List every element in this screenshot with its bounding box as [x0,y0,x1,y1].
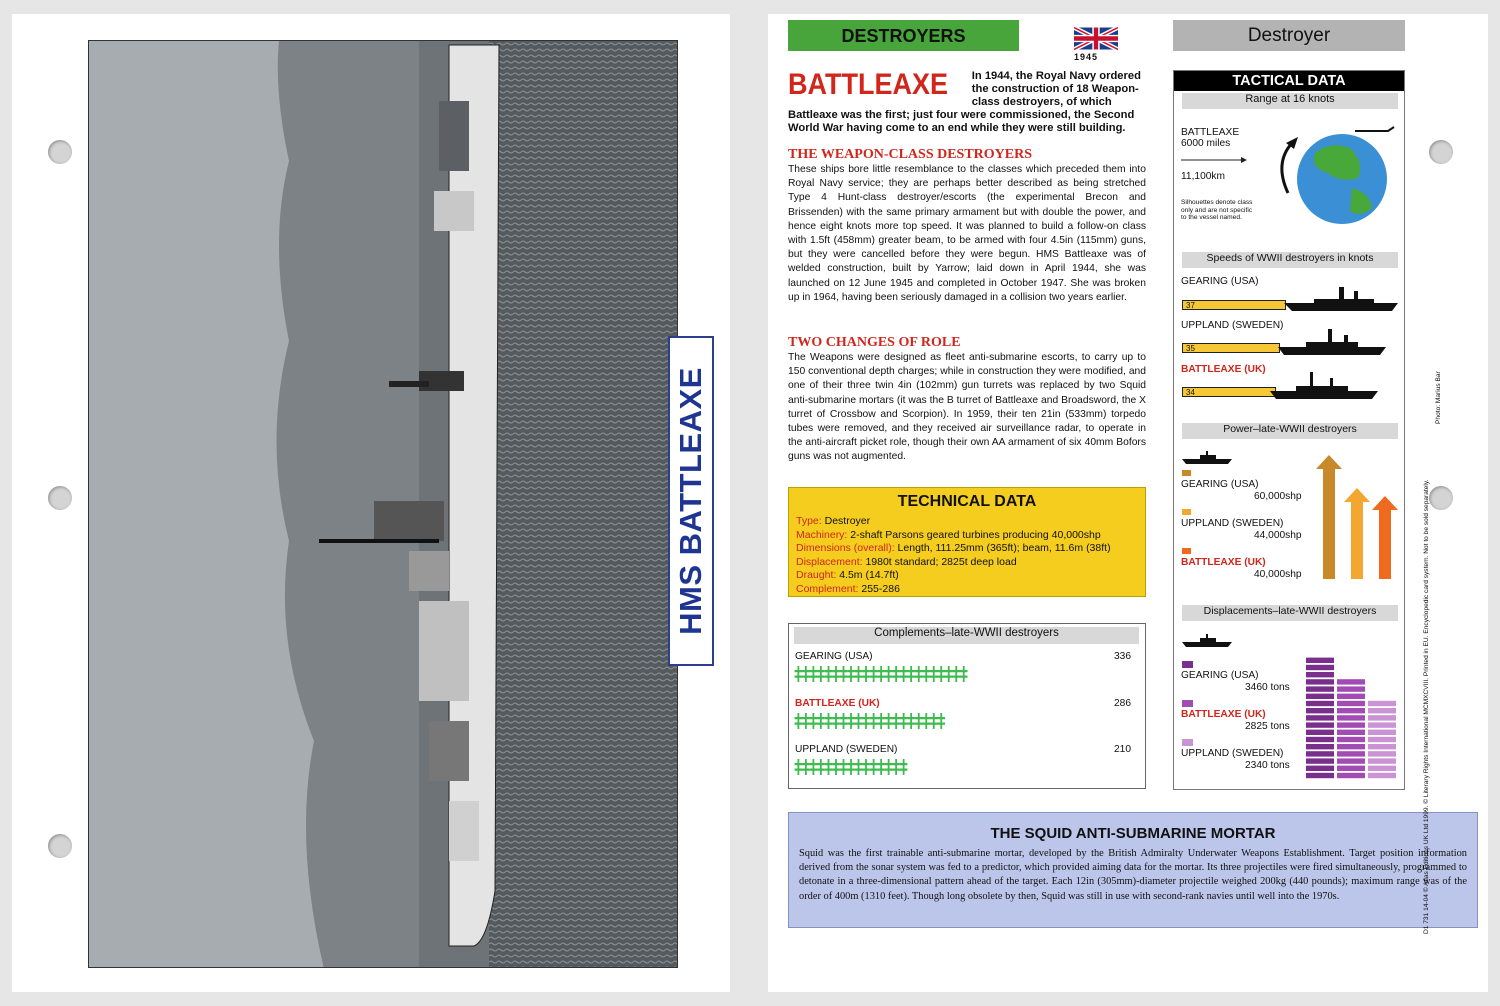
displacement-block [1368,701,1396,706]
speed-label-gearing: GEARING (USA) [1181,276,1259,287]
speed-label-battleaxe: BATTLEAXE (UK) [1181,364,1266,375]
displacement-block [1337,730,1365,735]
ship-silhouette-uppland [1278,325,1386,355]
squid-text: Squid was the first trainable anti-submarine mortar, developed by the British Admiralty Underwater Weapons Establishment. Target position information derived from the sonar system was fed to a predictor, which provided aiming data for the mortar. Its three projectiles were fired simultaneously, programmed to detonate in a three-dimensional pattern ahead of the target. Each 12in (305mm)-diameter projectile weighed 200kg (440 pounds); maximum range was of the order of 400m (1310 feet). Though long obsolete by then, Squid was still in use with second-rank navies until well into the 1970s. [799,848,1467,902]
complement-label-uppland: UPPLAND (SWEDEN) [795,744,898,755]
complements-chart [788,623,1146,789]
power-arrow-2 [1372,496,1398,579]
range-label: BATTLEAXE 6000 miles [1181,127,1240,149]
section-heading: TWO CHANGES OF ROLE [788,335,961,350]
complement-label-gearing: GEARING (USA) [795,651,873,662]
power-swatch-uppland [1182,509,1191,515]
intro-text: In 1944, the Royal Navy ordered the construction of 18 Weapon-class destroyers, of which Battleaxe was the first; just four were commissioned, the Second World War having come to an end while they were still building. [788,70,1141,134]
complements-title: Complements–late-WWII destroyers [794,627,1139,644]
crew-figures-gearing: ǂǂǂǂǂǂǂǂǂǂǂǂǂǂǂǂǂǂǂǂǂǂǂ [794,662,967,687]
displacement-bars-chart [1304,656,1398,782]
binder-hole [48,140,72,164]
binder-hole [48,834,72,858]
displacement-block [1306,722,1334,727]
section-heading: THE WEAPON-CLASS DESTROYERS [788,147,1033,162]
displacement-block [1337,744,1365,749]
type-header: Destroyer [1173,20,1405,51]
side-credits [1423,434,1433,934]
complement-value-gearing: 336 [1114,651,1131,662]
speed-label-uppland: UPPLAND (SWEDEN) [1181,320,1284,331]
disp-swatch-uppland [1182,739,1193,746]
ship-name-label: HMS BATTLEAXE [668,336,714,666]
technical-data-box: TECHNICAL DATA Type: Destroyer Machinery: 2-shaft Parsons geared turbines producing 40,000shp Dimensions (overall): Length, 111.25mm (365ft); beam, 11.6m (38ft) Displacement: 1980t standard; 2825t deep load Draught: 4.5m (14.7ft) Complement: 255-286 [788,487,1146,597]
speeds-title: Speeds of WWII destroyers in knots [1182,252,1398,268]
displacement-block [1368,715,1396,720]
disp-value-uppland: 2340 tons [1245,760,1290,771]
tactical-data-panel [1173,70,1405,790]
displacement-block [1306,701,1334,706]
range-title: Range at 16 knots [1182,93,1398,109]
power-title: Power–late-WWII destroyers [1182,423,1398,439]
displacement-title: Displacements–late-WWII destroyers [1182,605,1398,621]
displacement-block [1306,766,1334,771]
displacement-block [1306,672,1334,677]
speed-bar-gearing: 37 [1182,300,1286,310]
copyright-text: D1 731 14-04 © Atlas Editions UK Ltd 1999. © Literary Rights International MCMXCVIII. Printed in EU. Encyclopedic card system. Not to be sold separately. [1423,479,1430,934]
data-card [768,14,1488,992]
section-body: These ships bore little resemblance to the classes which preceded them into Royal Navy service; they are perhaps better described as being stretched Type 4 Hunt-class destroyer/escorts (the experimental Brecon and Brissenden) with the same primary armament but with double the power, and hence eight knots more top speed. It was planned to build a follow-on class with 1.5ft (458mm) greater beam, to be armed with four 4.5in (115mm) guns, but they were cancelled before they were begun. HMS Battleaxe was of welded construction, built by Yarrow; laid down in April 1944, she was launched on 12 June 1945 and completed in October 1947. She was broken up in 1964, having been seriously damaged in a collision two years earlier. [788,164,1146,303]
displacement-block [1306,758,1334,763]
power-label-uppland: UPPLAND (SWEDEN) [1181,518,1284,529]
binder-hole [1429,140,1453,164]
displacement-block [1306,665,1334,670]
displacement-block [1306,773,1334,778]
disp-swatch-gearing [1182,661,1193,668]
displacement-block [1306,708,1334,713]
binder-hole [48,486,72,510]
displacement-block [1337,679,1365,684]
ship-silhouette-small [1182,451,1232,465]
power-label-gearing: GEARING (USA) [1181,479,1259,490]
range-arrow-icon [1181,155,1251,165]
power-arrows-chart [1314,451,1398,581]
union-flag-icon [1074,26,1118,51]
displacement-block [1306,737,1334,742]
displacement-block [1306,658,1334,663]
displacement-block [1368,708,1396,713]
speed-bar-uppland: 35 [1182,343,1280,353]
ship-silhouette-small [1182,634,1232,648]
disp-value-battleaxe: 2825 tons [1245,721,1290,732]
displacement-block [1306,751,1334,756]
power-value-uppland: 44,000shp [1254,530,1302,541]
year-label: 1945 [1074,52,1099,62]
displacement-block [1337,701,1365,706]
range-km: 11,100km [1181,171,1225,182]
crew-figures-uppland: ǂǂǂǂǂǂǂǂǂǂǂǂǂǂǂ [794,755,907,780]
displacement-block [1306,744,1334,749]
displacement-block [1306,730,1334,735]
displacement-block [1337,737,1365,742]
photo-credit-container [1435,371,1445,504]
displacement-block [1337,686,1365,691]
disp-value-gearing: 3460 tons [1245,682,1290,693]
displacement-block [1306,686,1334,691]
displacement-block [1337,722,1365,727]
disp-label-uppland: UPPLAND (SWEDEN) [1181,748,1284,759]
displacement-block [1337,708,1365,713]
displacement-block [1368,766,1396,771]
displacement-block [1337,751,1365,756]
displacement-block [1337,766,1365,771]
disp-label-gearing: GEARING (USA) [1181,670,1259,681]
displacement-block [1368,737,1396,742]
photo-card [12,14,730,992]
section-body: The Weapons were designed as fleet anti-submarine escorts, to carry up to 150 conventional depth charges; while in construction they were modified, and one of their three twin 4in (102mm) gun turrets was replaced by two Squid anti-submarine mortars (it was the B turret of Battleaxe and Broadsword, the X turret of Crossbow and Scorpion). In 1959, their ten 21in (533mm) torpedo tubes were removed, and they received air surveillance radar, to operate in the anti-aircraft picket role, though their own AA armament of six 40mm Bofors guns was not augmented. [788,352,1146,463]
displacement-block [1306,694,1334,699]
displacement-block [1368,758,1396,763]
power-swatch-battleaxe [1182,548,1191,554]
crew-figures-battleaxe: ǂǂǂǂǂǂǂǂǂǂǂǂǂǂǂǂǂǂǂǂ [794,709,945,734]
disp-swatch-battleaxe [1182,700,1193,707]
ship-photo [88,40,678,968]
silhouette-note: Silhouettes denote class only and are not specific to the vessel named. [1181,199,1253,221]
power-value-battleaxe: 40,000shp [1254,569,1302,580]
complement-value-uppland: 210 [1114,744,1131,755]
power-value-gearing: 60,000shp [1254,491,1302,502]
displacement-block [1337,694,1365,699]
complement-value-battleaxe: 286 [1114,698,1131,709]
squid-title: THE SQUID ANTI-SUBMARINE MORTAR [990,825,1276,842]
speed-bar-battleaxe: 34 [1182,387,1276,397]
displacement-block [1337,773,1365,778]
displacement-block [1306,679,1334,684]
photo-credit: Photo: Marius Bar [1435,371,1442,424]
globe-icon [1270,123,1398,225]
displacement-block [1368,730,1396,735]
displacement-block [1368,744,1396,749]
power-arrow-0 [1316,455,1342,579]
tactical-data-title: TACTICAL DATA [1174,71,1404,91]
power-arrow-1 [1344,488,1370,579]
section-changes-of-role [788,335,1146,465]
intro-paragraph [788,70,1154,135]
section-weapon-class [788,147,1146,305]
displacement-block [1368,722,1396,727]
complement-label-battleaxe: BATTLEAXE (UK) [795,698,880,709]
technical-data-title: TECHNICAL DATA [897,493,1037,510]
category-header: DESTROYERS [788,20,1019,51]
displacement-block [1368,773,1396,778]
displacement-block [1337,758,1365,763]
ship-silhouette-gearing [1284,281,1398,311]
displacement-block [1337,715,1365,720]
power-label-battleaxe: BATTLEAXE (UK) [1181,557,1266,568]
displacement-block [1368,751,1396,756]
disp-label-battleaxe: BATTLEAXE (UK) [1181,709,1266,720]
ship-name-title: BATTLEAXE [788,68,949,101]
displacement-block [1306,715,1334,720]
ship-silhouette-battleaxe [1270,369,1378,399]
power-swatch-gearing [1182,470,1191,476]
squid-box [788,812,1478,928]
